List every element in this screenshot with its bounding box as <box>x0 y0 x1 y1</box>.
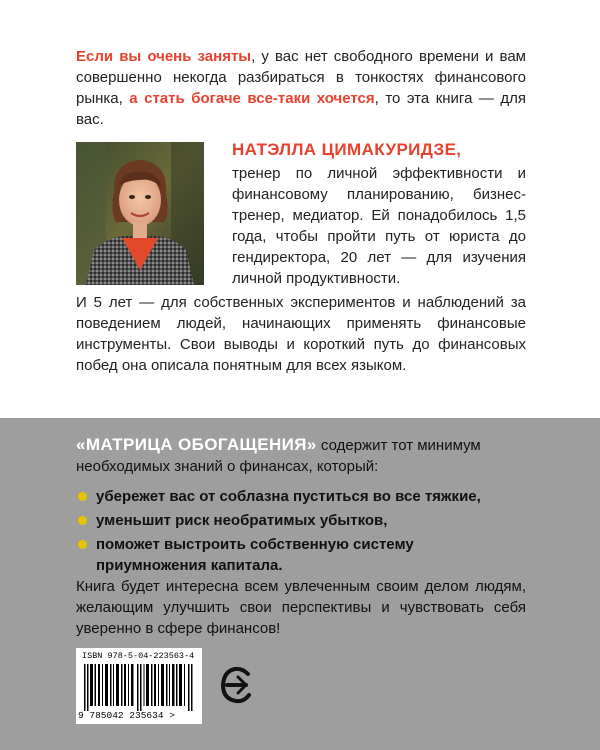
author-bio: тренер по личной эффективности и финансовому планированию, бизнес-тренер, медиатор. Ей понадобилось 1,5 года, чтобы пройти путь от юриста до гендиректора, 20 лет — для изучения личной продуктивности. <box>232 165 526 287</box>
intro-text-a: , у вас нет свободного времени и вам совершенно некогда разбираться в тонкостях финансового рынка, <box>76 48 526 107</box>
bullet-text: убережет вас от соблазна пуститься во все тяжкие, <box>96 488 481 505</box>
benefits-list <box>76 486 526 579</box>
matrix-text: содержит тот минимум необходимых знаний о финансах, который: <box>76 437 481 475</box>
bullet-dot-icon <box>78 540 87 549</box>
list-item <box>76 510 526 531</box>
barcode-bars-image <box>84 664 194 711</box>
bullet-dot-icon <box>78 516 87 525</box>
bullet-text: уменьшит риск необратимых убытков, <box>96 512 388 529</box>
intro-paragraph <box>76 46 526 130</box>
intro-text-b: , то эта книга — для вас. <box>76 90 526 128</box>
bullet-dot-icon <box>78 492 87 501</box>
matrix-paragraph <box>76 434 526 477</box>
intro-lead: Если вы очень заняты <box>76 48 252 65</box>
barcode-number: 9 785042 235634 > <box>78 710 175 721</box>
closing-paragraph: Книга будет интересна всем увлеченным своим делом людям, желающим улучшить свои перспективы и чувствовать себя уверенно в сфере финансов! <box>76 578 526 637</box>
barcode <box>76 648 202 724</box>
author-photo <box>76 142 204 285</box>
author-name: НАТЭЛЛА ЦИМАКУРИДЗЕ, <box>232 140 462 159</box>
matrix-title: «МАТРИЦА ОБОГАЩЕНИЯ» <box>76 435 317 454</box>
publisher-logo-icon <box>218 664 254 706</box>
intro-highlight: а стать богаче все-таки хочется <box>129 90 375 107</box>
experience-paragraph: И 5 лет — для собственных экспериментов и наблюдений за поведением людей, начинающих применять финансовые инструменты. Свои выводы и короткий путь до финансовых побед она описала понятным для всех языком. <box>76 294 526 374</box>
list-item <box>76 486 526 507</box>
list-item <box>76 534 526 576</box>
bullet-text: поможет выстроить собственную систему приумножения капитала. <box>96 536 414 574</box>
author-portrait-image <box>76 142 204 285</box>
isbn-label: ISBN 978-5-04-223563-4 <box>82 651 195 661</box>
